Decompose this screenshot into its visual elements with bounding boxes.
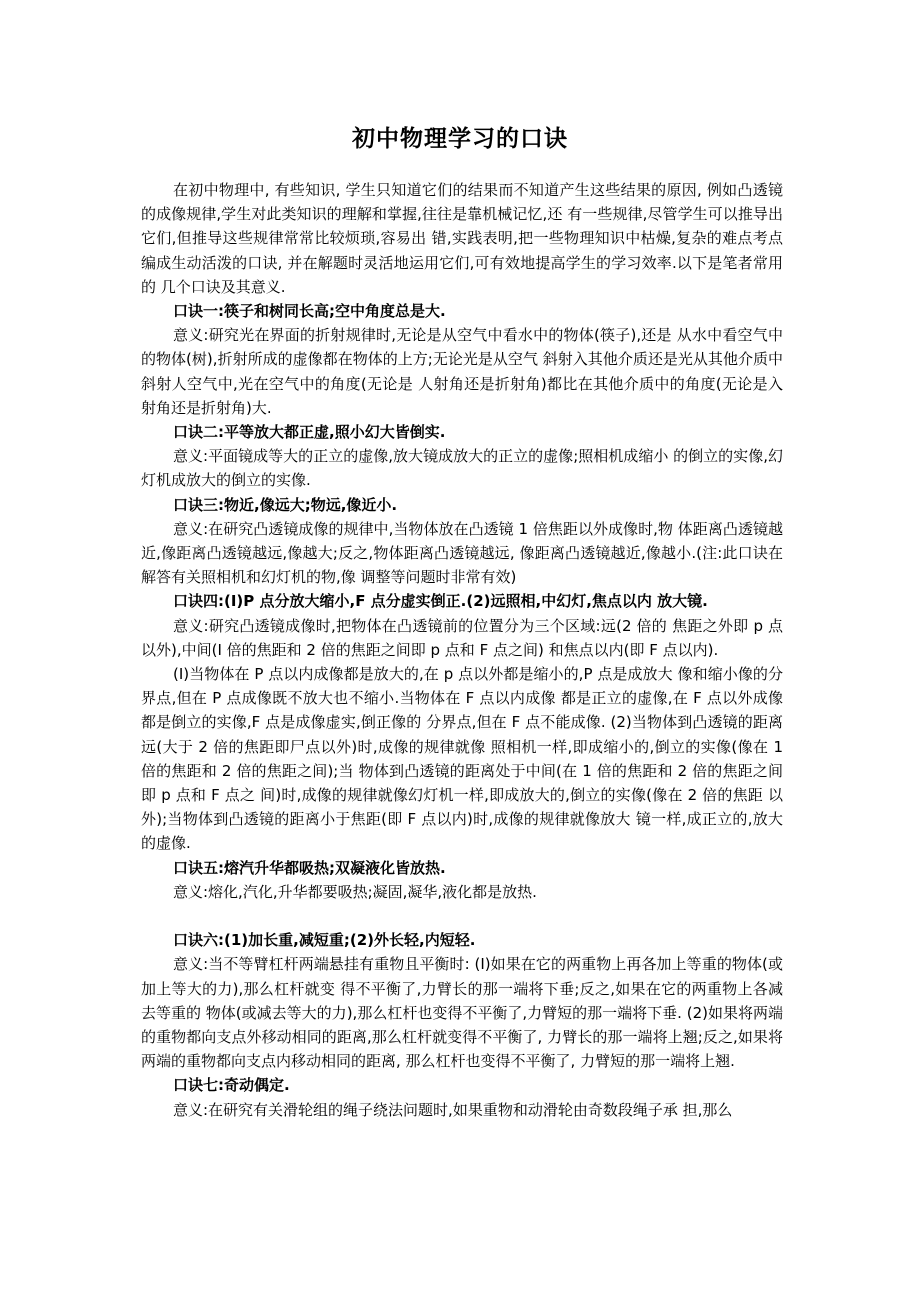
intro-paragraph: 在初中物理中, 有些知识, 学生只知道它们的结果而不知道产生这些结果的原因, 例如凸透镜的成像规律,学生对此类知识的理解和掌握,往往是靠机械记忆,还 有一些规律,尽管学生可以推导出它们,但推导这些规律常常比较烦琐,容易出 错,实践表明,把一些物理知识中枯燥,复杂的难点考点编成生动活泼的口诀, 并在解题时灵活地运用它们,可有效地提高学生的学习效率.以下是笔者常用的 几个口诀及其意义.	[141, 181, 783, 296]
mnemonic-3-heading: 口诀三:物近,像远大;物远,像近小.	[173, 495, 398, 514]
mnemonic-7-heading: 口诀七:奇动偶定.	[173, 1076, 290, 1095]
mnemonic-4-heading: 口诀四:(I)P 点分放大缩小,F 点分虚实倒正.(2)远照相,中幻灯,焦点以内 放大镜.	[173, 592, 708, 611]
mnemonic-1-heading: 口诀一:筷子和树同长高;空中角度总是大.	[173, 302, 446, 321]
mnemonic-3-meaning: 意义:在研究凸透镜成像的规律中,当物体放在凸透镜 1 倍焦距以外成像时,物 体距离凸透镜越近,像距离凸透镜越远,像越大;反之,物体距离凸透镜越远, 像距离凸透镜越近,像越小.(注:此口诀在解答有关照相机和幻灯机的物,像 调整等问题时非常有效)	[141, 519, 783, 587]
document-body	[141, 178, 783, 1122]
mnemonic-1-meaning: 意义:研究光在界面的折射规律时,无论是从空气中看水中的物体(筷子),还是 从水中看空气中的物体(树),折射所成的虚像都在物体的上方;无论光是从空气 斜射入其他介质还是光从其他介质中斜射人空气中,光在空气中的角度(无论是 人射角还是折射角)都比在其他介质中的角度(无论是入射角还是折射角)大.	[141, 326, 783, 417]
mnemonic-5-heading: 口诀五:熔汽升华都吸热;双凝液化皆放热.	[173, 858, 446, 877]
mnemonic-4-meaning: 意义:研究凸透镜成像时,把物体在凸透镜前的位置分为三个区域:远(2 倍的 焦距之外即 p 点以外),中间(I 倍的焦距和 2 倍的焦距之间即 p 点和 F 点之间) 和焦点以内(即 F 点以内).	[141, 616, 783, 659]
mnemonic-4-detail: (I)当物体在 P 点以内成像都是放大的,在 p 点以外都是缩小的,P 点是成放大 像和缩小像的分界点,但在 P 点成像既不放大也不缩小.当物体在 F 点以内成像 都是正立的虚像,在 F 点以外成像都是倒立的实像,F 点是成像虚实,倒正像的 分界点,但在 F 点不能成像. (2)当物体到凸透镜的距离远(大于 2 倍的焦距即尸点以外)时,成像的规律就像 照相机一样,即成缩小的,倒立的实像(像在 1 倍的焦距和 2 倍的焦距之间);当 物体到凸透镜的距离处于中间(在 1 倍的焦距和 2 倍的焦距之间即 p 点和 F 点之 间)时,成像的规律就像幻灯机一样,即成放大的,倒立的实像(像在 2 倍的焦距 以外);当物体到凸透镜的距离小于焦距(即 F 点以内)时,成像的规律就像放大 镜一样,成正立的,放大的虚像.	[141, 665, 783, 853]
mnemonic-6-heading: 口诀六:(1)加长重,减短重;(2)外长轻,内短轻.	[173, 931, 476, 950]
mnemonic-5-meaning: 意义:熔化,汽化,升华都要吸热;凝固,凝华,液化都是放热.	[173, 882, 537, 901]
mnemonic-2-meaning: 意义:平面镜成等大的正立的虚像,放大镜成放大的正立的虚像;照相机成缩小 的倒立的实像,幻灯机成放大的倒立的实像.	[141, 447, 783, 490]
mnemonic-7-meaning: 意义:在研究有关滑轮组的绳子绕法问题时,如果重物和动滑轮由奇数段绳子承 担,那么	[173, 1100, 733, 1119]
mnemonic-2-heading: 口诀二:平等放大都正虚,照小幻大皆倒实.	[173, 423, 446, 442]
document-title: 初中物理学习的口诀	[352, 126, 568, 152]
mnemonic-6-meaning: 意义:当不等臂杠杆两端悬挂有重物且平衡时: (I)如果在它的两重物上再各加上等重的物体(或加上等大的力),那么杠杆就变 得不平衡了,力臂长的那一端将下垂;反之,如果在它的两重物上各减去等重的 物体(或减去等大的力),那么杠杆也变得不平衡了,力臂短的那一端将下垂. (2)如果将两端的重物都向支点外移动相同的距离,那么杠杆就变得不平衡了, 力臂长的那一端将上翘;反之,如果将两端的重物都向支点内移动相同的距离, 那么杠杆也变得不平衡了, 力臂短的那一端将上翘.	[141, 955, 783, 1071]
